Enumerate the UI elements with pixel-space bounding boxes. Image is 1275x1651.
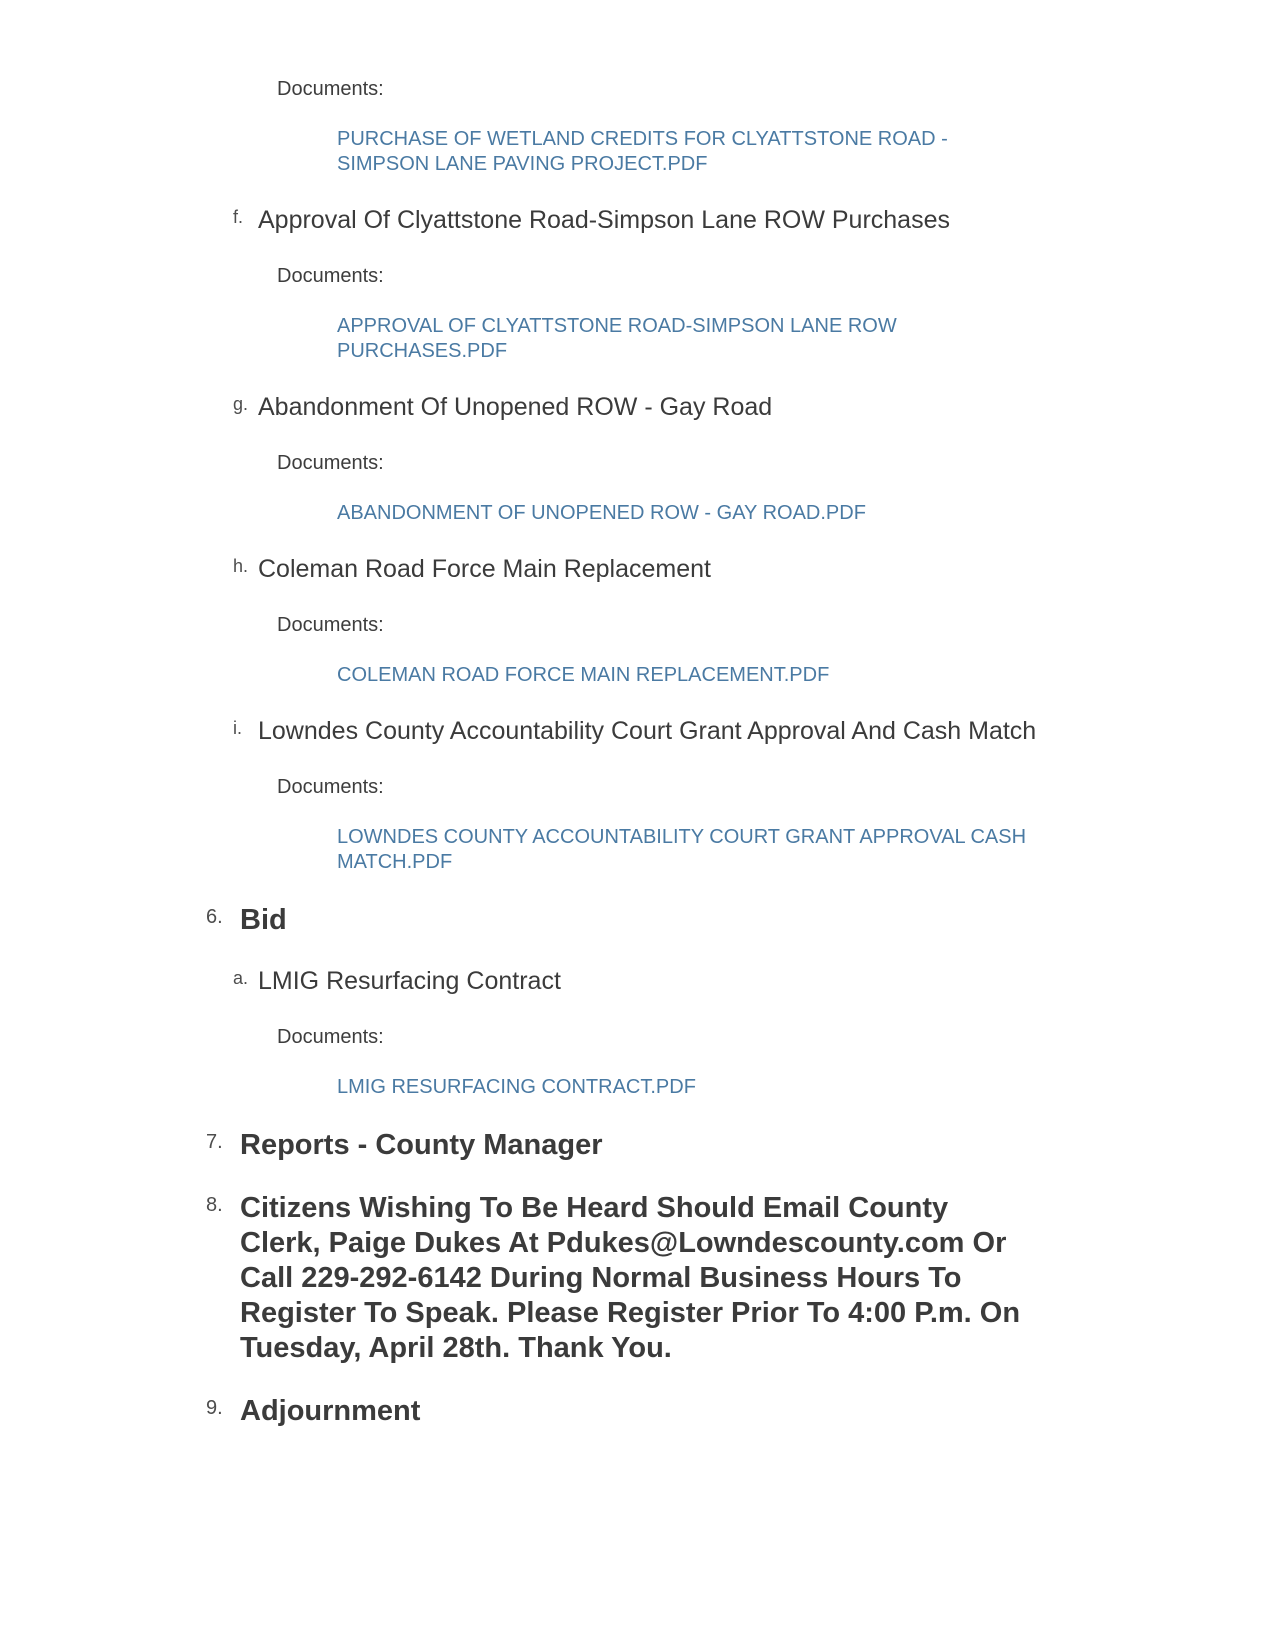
- documents-label: Documents:: [277, 776, 384, 798]
- documents-block: [277, 1025, 1275, 1100]
- sub-item-marker: f.: [233, 207, 244, 227]
- documents-label: Documents:: [277, 78, 384, 100]
- sub-item-marker: g.: [233, 394, 249, 414]
- documents-block: [277, 613, 1275, 688]
- documents-links: [337, 825, 1275, 875]
- document-link[interactable]: LOWNDES COUNTY ACCOUNTABILITY COURT GRANT APPROVAL CASH MATCH.PDF: [337, 826, 1027, 873]
- agenda-item-7: [206, 1128, 1275, 1163]
- agenda-item-title: Bid: [240, 904, 287, 936]
- documents-links: [337, 1075, 1275, 1100]
- agenda-item-6: [206, 903, 1275, 938]
- document-link[interactable]: COLEMAN ROAD FORCE MAIN REPLACEMENT.PDF: [337, 664, 830, 686]
- documents-block: [277, 77, 1275, 177]
- agenda-item-marker: 8.: [206, 1194, 223, 1216]
- agenda-item-title: Adjournment: [240, 1395, 421, 1427]
- agenda-item-title: Citizens Wishing To Be Heard Should Email County Clerk, Paige Dukes At Pdukes@Lowndescounty.com Or Call 229-292-6142 During Normal Business Hours To Register To Speak. Please Register Prior To 4:00 P.m. On Tuesday, April 28th. Thank You.: [240, 1192, 1021, 1364]
- agenda-item-marker: 9.: [206, 1397, 223, 1419]
- document-link[interactable]: LMIG RESURFACING CONTRACT.PDF: [337, 1076, 696, 1098]
- documents-label: Documents:: [277, 1026, 384, 1048]
- sub-item-title: LMIG Resurfacing Contract: [258, 967, 561, 995]
- sub-item-g: [233, 392, 1275, 423]
- sub-item-title: Coleman Road Force Main Replacement: [258, 555, 711, 583]
- document-link[interactable]: PURCHASE OF WETLAND CREDITS FOR CLYATTSTONE ROAD - SIMPSON LANE PAVING PROJECT.PDF: [337, 128, 948, 175]
- agenda-item-marker: 6.: [206, 906, 223, 928]
- sub-item-h: [233, 554, 1275, 585]
- sub-item-marker: h.: [233, 556, 249, 576]
- document-link[interactable]: APPROVAL OF CLYATTSTONE ROAD-SIMPSON LANE ROW PURCHASES.PDF: [337, 315, 897, 362]
- document-link[interactable]: ABANDONMENT OF UNOPENED ROW - GAY ROAD.PDF: [337, 502, 866, 524]
- documents-links: [337, 314, 1275, 364]
- sub-item-title: Approval Of Clyattstone Road-Simpson Lane ROW Purchases: [258, 206, 950, 234]
- documents-links: [337, 501, 1275, 526]
- documents-label: Documents:: [277, 614, 384, 636]
- sub-item-title: Abandonment Of Unopened ROW - Gay Road: [258, 393, 773, 421]
- documents-links: [337, 663, 1275, 688]
- sub-item-marker: a.: [233, 968, 249, 988]
- agenda-item-8: [206, 1191, 1275, 1366]
- agenda-item-9: [206, 1394, 1275, 1429]
- documents-block: [277, 451, 1275, 526]
- sub-item-title: Lowndes County Accountability Court Grant Approval And Cash Match: [258, 717, 1037, 745]
- documents-block: [277, 775, 1275, 875]
- sub-item-a: [233, 966, 1275, 997]
- sub-item-i: [233, 716, 1275, 747]
- documents-label: Documents:: [277, 452, 384, 474]
- agenda-item-title: Reports - County Manager: [240, 1129, 603, 1161]
- documents-links: [337, 127, 1275, 177]
- documents-label: Documents:: [277, 265, 384, 287]
- sub-item-marker: i.: [233, 718, 242, 738]
- documents-block: [277, 264, 1275, 364]
- agenda-item-marker: 7.: [206, 1131, 223, 1153]
- sub-item-f: [233, 205, 1275, 236]
